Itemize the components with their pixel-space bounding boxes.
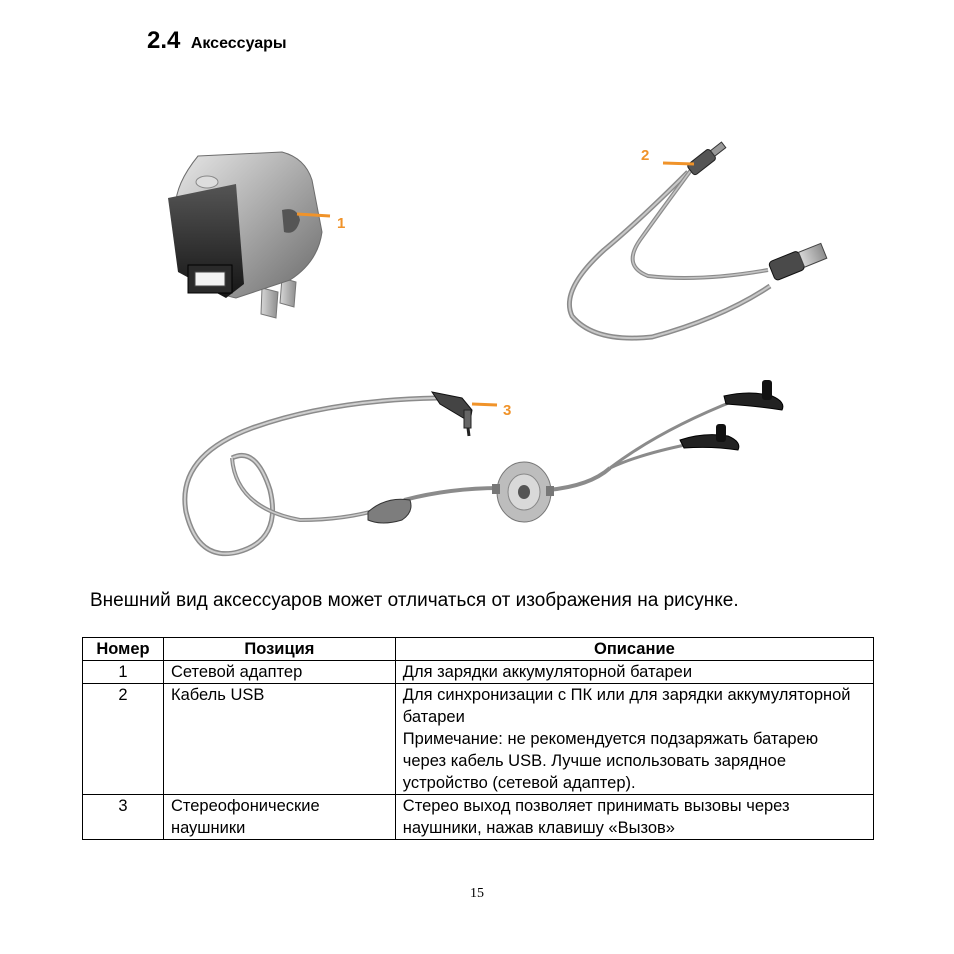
table-row xyxy=(83,661,874,684)
section-title: Аксессуары xyxy=(190,35,287,52)
row-note: Примечание: не рекомендуется подзаряжать батарею через кабель USB. Лучше использовать зарядное устройство (сетевой адаптер). xyxy=(402,730,819,792)
row-number: 2 xyxy=(83,684,164,795)
callout-2: 2 xyxy=(641,147,650,164)
header-description: Описание xyxy=(395,638,873,661)
row-description: Стерео выход позволяет принимать вызовы через наушники, нажав клавишу «Вызов» xyxy=(395,795,873,840)
accessories-table xyxy=(82,637,874,840)
charger-adapter-icon xyxy=(168,152,322,318)
usb-cable-icon xyxy=(569,140,827,338)
stereo-headset-icon xyxy=(185,380,783,554)
table-row xyxy=(83,795,874,840)
row-item: Сетевой адаптер xyxy=(163,661,395,684)
header-item: Позиция xyxy=(163,638,395,661)
table-row xyxy=(83,684,874,795)
page-number: 15 xyxy=(470,886,484,901)
appearance-note: Внешний вид аксессуаров может отличаться от изображения на рисунке. xyxy=(90,590,739,611)
table-header-row xyxy=(83,638,874,661)
callout-3: 3 xyxy=(503,402,512,419)
row-item: Стереофонические наушники xyxy=(163,795,395,840)
row-description: Для зарядки аккумуляторной батареи xyxy=(395,661,873,684)
callout-1: 1 xyxy=(337,215,346,232)
row-description-cell xyxy=(395,684,873,795)
row-description: Для синхронизации с ПК или для зарядки аккумуляторной батареи xyxy=(402,686,851,726)
row-item: Кабель USB xyxy=(163,684,395,795)
row-number: 1 xyxy=(83,661,164,684)
header-number: Номер xyxy=(83,638,164,661)
section-number: 2.4 xyxy=(147,27,181,54)
row-number: 3 xyxy=(83,795,164,840)
